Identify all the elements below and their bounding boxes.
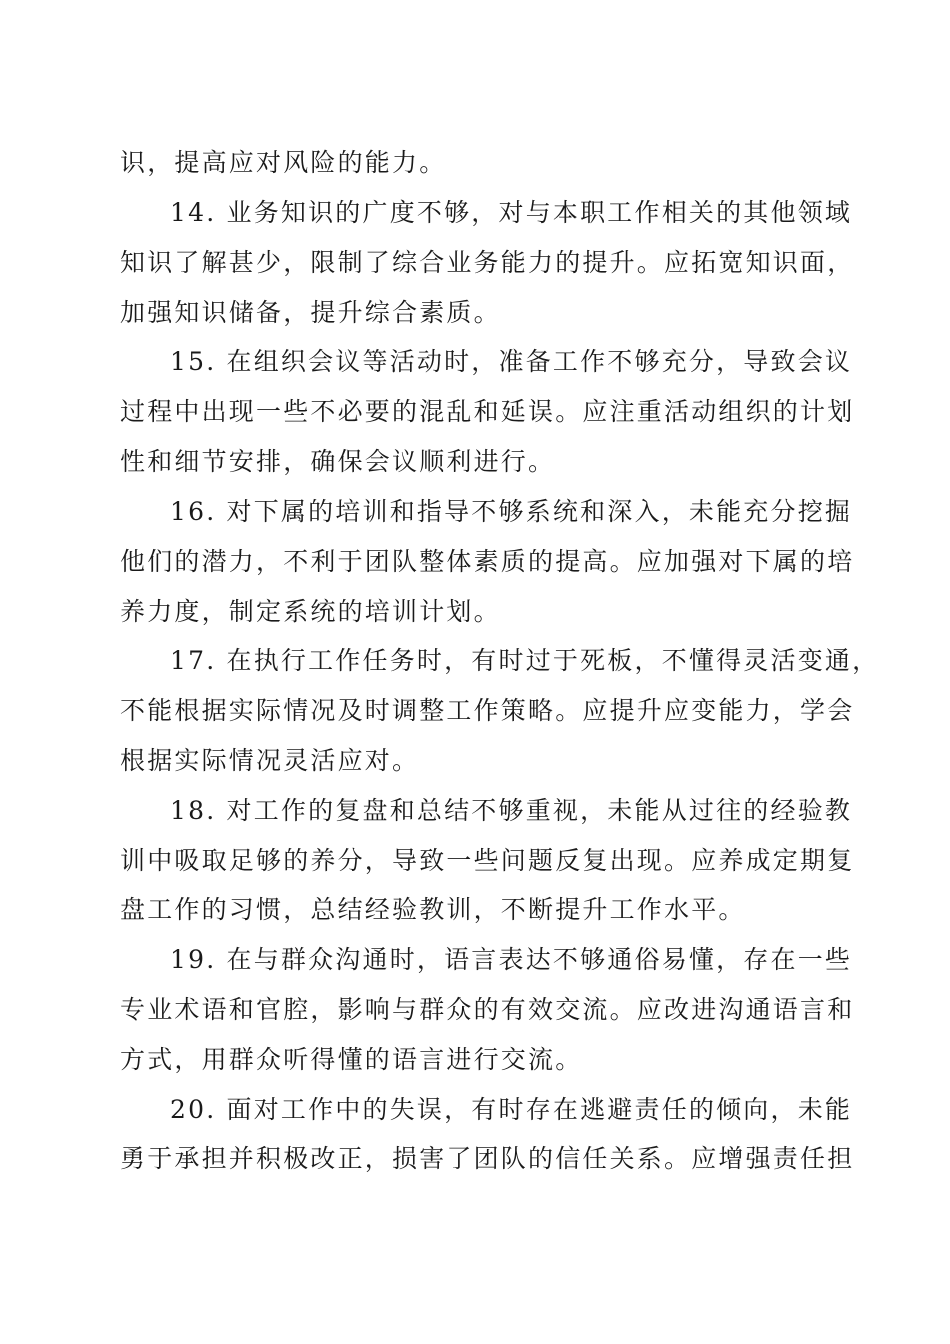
item-18-line-1: 18. 对工作的复盘和总结不够重视，未能从过往的经验教 xyxy=(170,796,853,825)
item-19-line-3: 方式，用群众听得懂的语言进行交流。 xyxy=(120,1045,583,1074)
text-line: 识，提高应对风险的能力。 xyxy=(120,148,447,177)
item-16-line-1: 16. 对下属的培训和指导不够系统和深入，未能充分挖掘 xyxy=(170,497,853,526)
item-16-line-3: 养力度，制定系统的培训计划。 xyxy=(120,597,501,626)
item-20-line-2: 勇于承担并积极改正，损害了团队的信任关系。应增强责任担 xyxy=(120,1144,855,1173)
item-14-line-3: 加强知识储备，提升综合素质。 xyxy=(120,298,501,327)
item-15-line-2: 过程中出现一些不必要的混乱和延误。应注重活动组织的计划 xyxy=(120,397,855,426)
item-14-line-1: 14. 业务知识的广度不够，对与本职工作相关的其他领域 xyxy=(170,198,853,227)
item-17-line-3: 根据实际情况灵活应对。 xyxy=(120,746,420,775)
item-14-line-2: 知识了解甚少，限制了综合业务能力的提升。应拓宽知识面， xyxy=(120,248,855,277)
item-19-line-1: 19. 在与群众沟通时，语言表达不够通俗易懂，存在一些 xyxy=(170,945,853,974)
item-17-line-2: 不能根据实际情况及时调整工作策略。应提升应变能力，学会 xyxy=(120,696,855,725)
item-15-line-1: 15. 在组织会议等活动时，准备工作不够充分，导致会议 xyxy=(170,347,853,376)
item-15-line-3: 性和细节安排，确保会议顺利进行。 xyxy=(120,447,556,476)
item-16-line-2: 他们的潜力，不利于团队整体素质的提高。应加强对下属的培 xyxy=(120,547,855,576)
item-17-line-1: 17. 在执行工作任务时，有时过于死板，不懂得灵活变通， xyxy=(170,646,880,675)
item-18-line-2: 训中吸取足够的养分，导致一些问题反复出现。应养成定期复 xyxy=(120,846,855,875)
item-18-line-3: 盘工作的习惯，总结经验教训，不断提升工作水平。 xyxy=(120,895,746,924)
item-20-line-1: 20. 面对工作中的失误，有时存在逃避责任的倾向，未能 xyxy=(170,1095,853,1124)
item-19-line-2: 专业术语和官腔，影响与群众的有效交流。应改进沟通语言和 xyxy=(120,995,855,1024)
